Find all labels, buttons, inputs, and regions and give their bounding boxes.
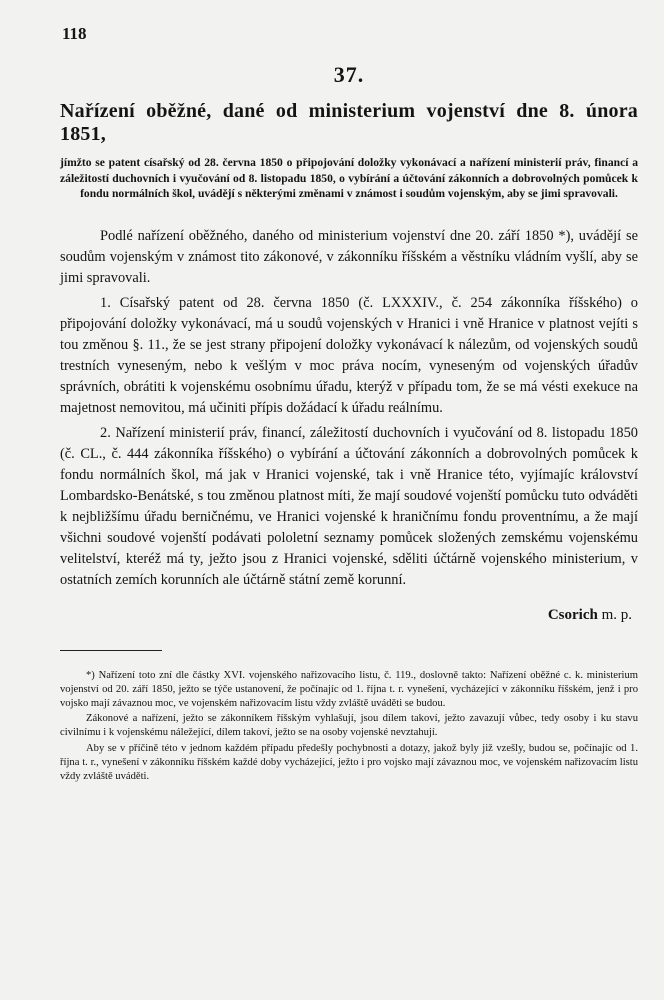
page-number: 118 bbox=[62, 24, 87, 43]
signature-suffix: m. p. bbox=[601, 606, 632, 623]
body-text bbox=[60, 226, 638, 591]
footnote-3: Aby se v příčině této v jednom každém případu předešly pochybnosti a dotazy, jakož byly již vzešly, budou se, počínajíc od 1. října t. r., vynešení v zákonníku říšském každé doby vycházející, ježto i pro vojsko mají závaznou moc, ve vojenském nařizovacím listu vždy zvláště uváděti. bbox=[60, 742, 638, 782]
signature bbox=[60, 607, 638, 624]
paragraph-item-1: 1. Císařský patent od 28. června 1850 (č. LXXXIV., č. 254 zákonníka říšského) o připojování doložky vykonávací, má u soudů vojenských v Hranici i vně Hranice v platnost vejíti s tou změnou §. 11., že se jest strany připojení doložky vykonávací k nálezům, od vojenských soudů trestních vyneseným, nebo k vešlým v moc práva nocím, vyneseným od vojenských úřadův správních, obrátiti k vojenskému osobnímu úřadu, kterýž v případu tom, že se má vésti exekuce na majetnost nemovitou, má učiniti přípis dožádací k úřadu reálnímu. bbox=[60, 294, 638, 416]
document-subtitle: jímžto se patent císařský od 28. června 1850 o připojování doložky vykonávací a nařízení ministerií práv, financí a záležitostí duchovních i vyučování od 8. listopadu 1850, o vybírání a účtování zákonních a dobrovolných pomůcek k fondu normálních škol, uvádějí s některými změnami v známost i soudům vojenským, aby se jimi spravovali. bbox=[60, 156, 638, 200]
paragraph-item-2: 2. Nařízení ministerií práv, financí, záležitostí duchovních i vyučování od 8. listopadu 1850 (č. CL., č. 444 zákonníka říšského) o vybírání a účtování zákonních a dobrovolných pomůcek k fondu normálních škol, má jak v Hranici vojenské, tak i vně Hranice této, vyjímajíc království Lombardsko-Benátské, s tou změnou platnost míti, že mají soudové vojenští pomůcku tuto odváděti k nejbližšímu úřadu berničnému, ve Hranici vojenské k hraničnímu fondu proventnímu, a že mají všichni soudové vojenští podávati pololetní seznamy pomůcek složených zemskému vojenskému velitelství, kteréž má ty, ježto jsou z Hranici vojenské, sděliti účtárně vojenského ministerium, v ostatních zemích korunních ale účtárně státní země korunní. bbox=[60, 424, 638, 588]
document-number: 37. bbox=[333, 62, 365, 87]
document-title: Nařízení oběžné, dané od ministerium vojenství dne 8. února 1851, bbox=[60, 100, 638, 145]
footnote-1: *) Nařízení toto zní dle částky XVI. vojenského nařizovacího listu, č. 119., doslovně takto: Nařízení oběžné c. k. ministerium vojenství od 20. září 1850, ježto se týče ustanovení, že počínajíc od 1. října t. r. vynešení, vycházející v zákonníku říšském, jenž i pro vojsko mají závaznou moc, ve vojenském nařizovacím listu vždy zvláště uváděti se budou. bbox=[60, 669, 638, 709]
footnote-2: Zákonové a nařízení, ježto se zákonníkem říšským vyhlašují, jsou dílem takoví, ježto zavazují vůbec, tedy osoby i ku stavu civilnímu i k vojenskému náležející, dílem takoví, ježto se na osoby vojenské nevztahují. bbox=[60, 713, 638, 739]
paragraph-intro: Podlé nařízení oběžného, daného od ministerium vojenství dne 20. září 1850 *), uvádějí se soudům vojenským v známost tito zákonové, v zákonníku říšském a věstníku vládním vyšlí, aby se jimi spravovali. bbox=[60, 227, 638, 286]
footnote-divider bbox=[60, 650, 162, 651]
footnotes bbox=[60, 669, 638, 785]
signature-name: Csorich bbox=[547, 606, 598, 623]
